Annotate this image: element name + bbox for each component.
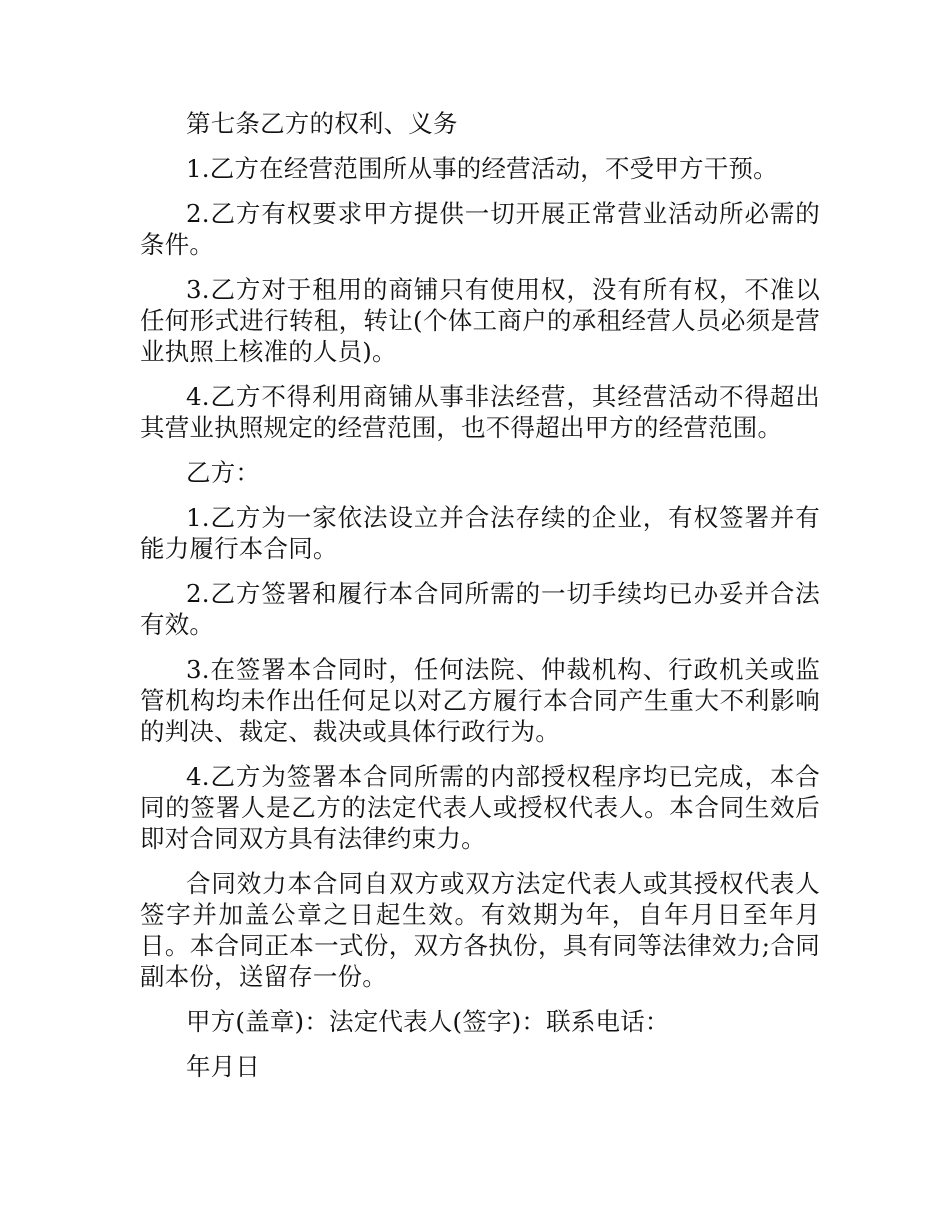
- article-heading: 第七条乙方的权利、义务: [186, 109, 458, 138]
- clause-paragraph: 2.乙方签署和履行本合同所需的一切手续均已办妥并合法有效。: [140, 579, 820, 639]
- signature-line: 甲方(盖章)：法定代表人(签字)：联系电话：: [186, 1007, 670, 1036]
- clause-paragraph: 1.乙方在经营范围所从事的经营活动，不受甲方干预。: [186, 154, 778, 183]
- document-body: [140, 108, 820, 1096]
- clause-paragraph: 3.在签署本合同时，任何法院、仲裁机构、行政机关或监管机构均未作出任何足以对乙方履行本合同产生重大不利影响的判决、裁定、裁决或具体行政行为。: [140, 655, 820, 746]
- validity-paragraph: 合同效力本合同自双方或双方法定代表人或其授权代表人签字并加盖公章之日起生效。有效期为年，自年月日至年月日。本合同正本一式份，双方各执份，具有同等法律效力;合同副本份，送留存一份。: [140, 869, 820, 991]
- clause-paragraph: 3.乙方对于租用的商铺只有使用权，没有所有权，不准以任何形式进行转租，转让(个体工商户的承租经营人员必须是营业执照上核准的人员)。: [140, 275, 820, 366]
- date-line: 年月日: [186, 1052, 261, 1081]
- clause-paragraph: 4.乙方为签署本合同所需的内部授权程序均已完成，本合同的签署人是乙方的法定代表人或授权代表人。本合同生效后即对合同双方具有法律约束力。: [140, 762, 820, 853]
- clause-paragraph: 1.乙方为一家依法设立并合法存续的企业，有权签署并有能力履行本合同。: [140, 503, 820, 563]
- party-heading: 乙方：: [186, 458, 261, 487]
- clause-paragraph: 4.乙方不得利用商铺从事非法经营，其经营活动不得超出其营业执照规定的经营范围，也不得超出甲方的经营范围。: [140, 382, 820, 442]
- clause-paragraph: 2.乙方有权要求甲方提供一切开展正常营业活动所必需的条件。: [140, 199, 820, 259]
